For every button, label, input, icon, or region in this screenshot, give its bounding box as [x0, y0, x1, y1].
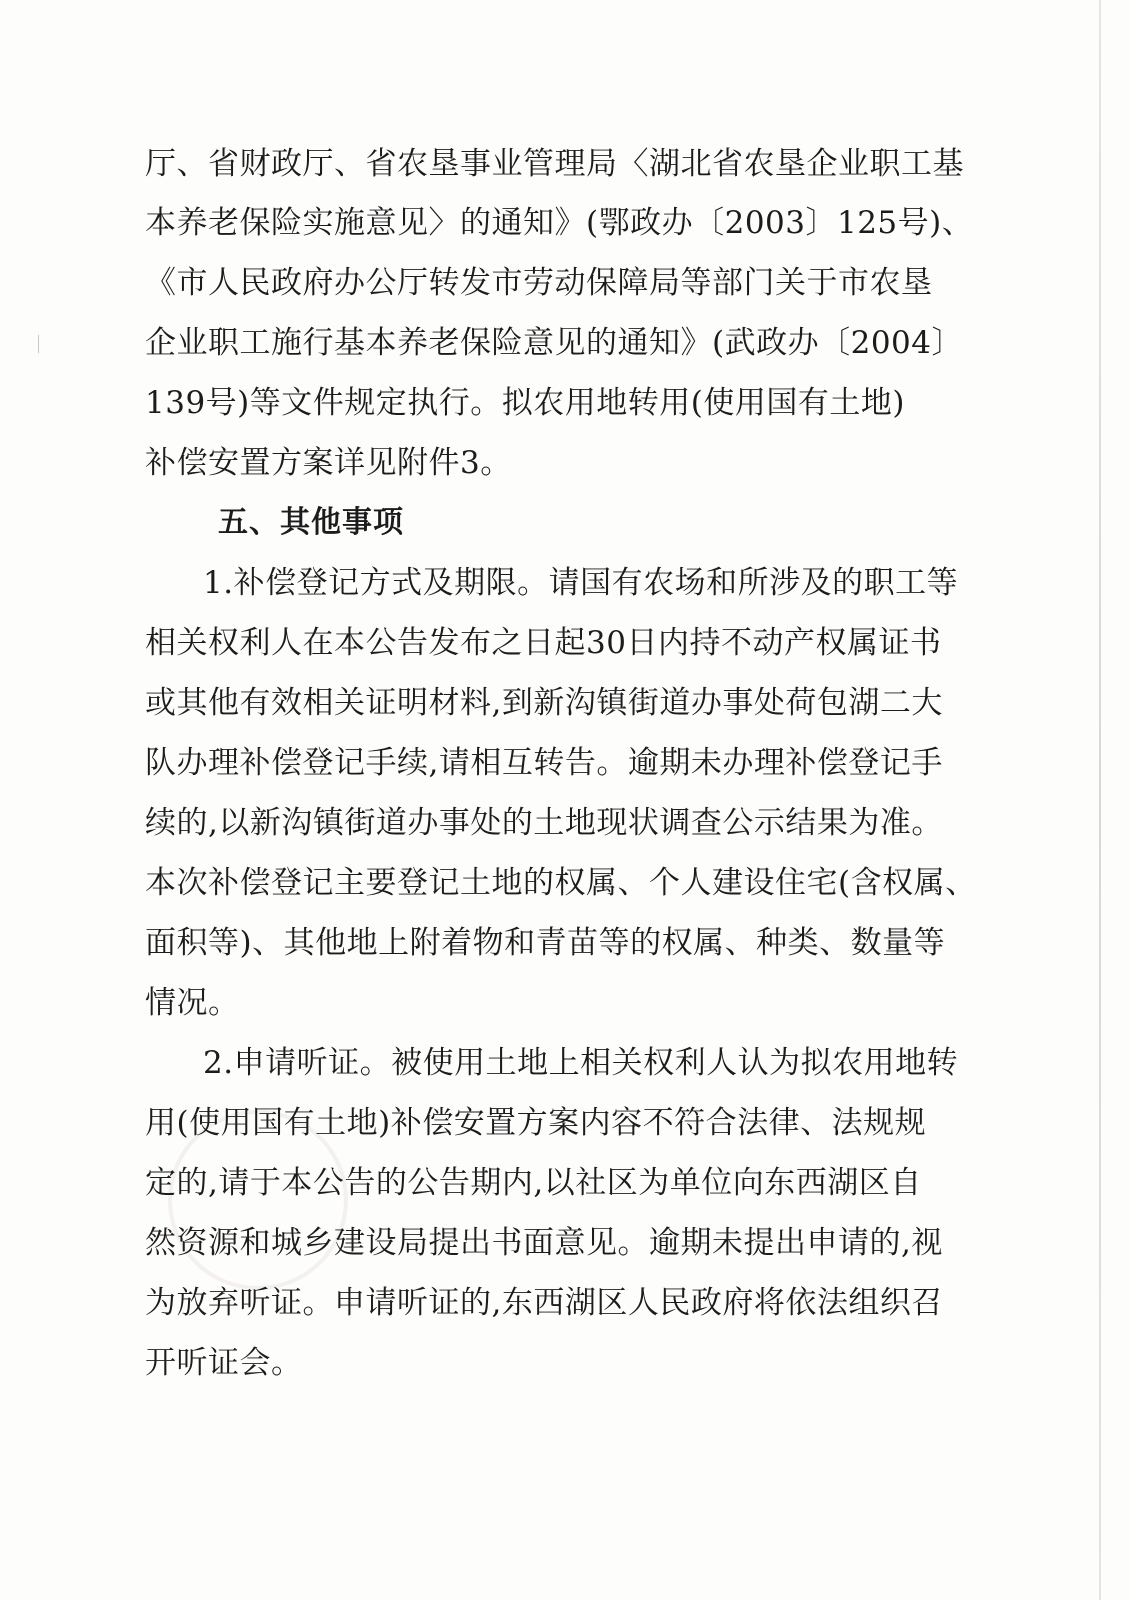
text-line: 相关权利人在本公告发布之日起30日内持不动产权属证书	[145, 625, 942, 661]
text-line: 139号)等文件规定执行。拟农用地转用(使用国有土地)	[145, 385, 905, 421]
text-line: 为放弃听证。申请听证的,东西湖区人民政府将依法组织召	[145, 1285, 943, 1321]
text-line: 续的,以新沟镇街道办事处的土地现状调查公示结果为准。	[145, 805, 943, 841]
text-line: 用(使用国有土地)补偿安置方案内容不符合法律、法规规	[145, 1105, 927, 1141]
text-line: 企业职工施行基本养老保险意见的通知》(武政办〔2004〕	[145, 325, 963, 361]
text-line: 补偿安置方案详见附件3。	[145, 445, 512, 481]
text-line: 开听证会。	[145, 1345, 303, 1381]
text-line: 然资源和城乡建设局提出书面意见。逾期未提出申请的,视	[145, 1225, 943, 1261]
text-line: 《市人民政府办公厅转发市劳动保障局等部门关于市农垦	[145, 265, 933, 301]
text-line: 本养老保险实施意见〉的通知》(鄂政办〔2003〕125号)、	[145, 205, 974, 241]
text-line: 或其他有效相关证明材料,到新沟镇街道办事处荷包湖二大	[145, 685, 943, 721]
text-line: 队办理补偿登记手续,请相互转告。逾期未办理补偿登记手	[145, 745, 943, 781]
section-heading: 五、其他事项	[218, 505, 404, 540]
text-line: 面积等)、其他地上附着物和青苗等的权属、种类、数量等	[145, 925, 946, 961]
text-line: 定的,请于本公告的公告期内,以社区为单位向东西湖区自	[145, 1165, 922, 1201]
text-line: 本次补偿登记主要登记土地的权属、个人建设住宅(含权属、	[145, 865, 977, 901]
text-line: 情况。	[145, 985, 240, 1021]
paragraph-first-line: 2.申请听证。被使用土地上相关权利人认为拟农用地转	[203, 1045, 959, 1081]
paragraph-first-line: 1.补偿登记方式及期限。请国有农场和所涉及的职工等	[203, 565, 959, 601]
text-line: 厅、省财政厅、省农垦事业管理局〈湖北省农垦企业职工基	[145, 146, 964, 182]
